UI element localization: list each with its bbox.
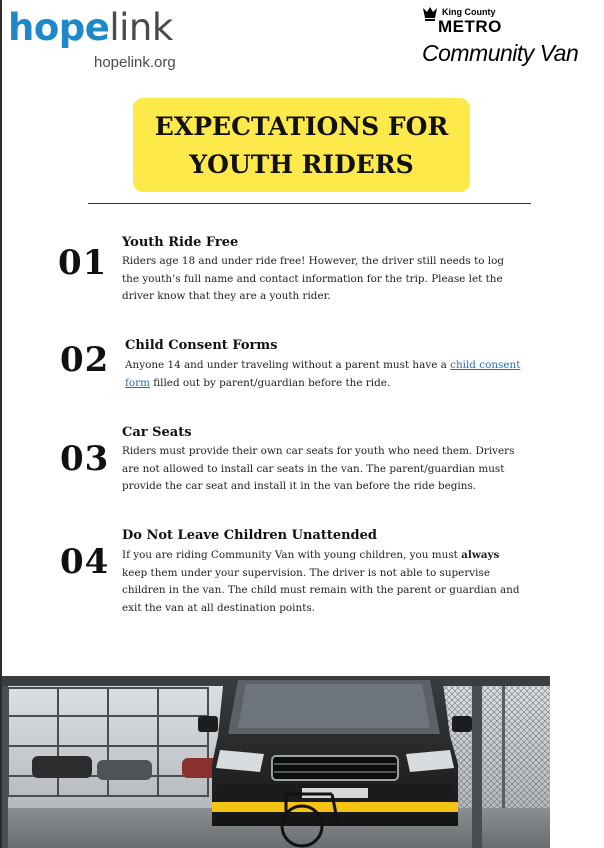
title-banner [133,98,470,192]
page-title: EXPECTATIONS FOR YOUTH RIDERS [154,112,449,179]
section-number-03: 03 [60,439,110,479]
section-heading-child-consent: Child Consent Forms [125,338,278,353]
logo-link-text: link [109,6,173,49]
section-body-child-consent [125,357,525,392]
section-heading-youth-ride-free: Youth Ride Free [122,235,239,250]
unattended-text-always: always [461,549,500,561]
section-number-04: 04 [60,542,110,582]
hopelink-logo [8,6,176,71]
section-heading-unattended: Do Not Leave Children Unattended [122,528,377,543]
metro-name: METRO [438,17,502,36]
metro-logo [420,4,600,68]
consent-text-pre: Anyone 14 and under traveling without a parent must have a [125,359,451,371]
unattended-text-pre: If you are riding Community Van with young children, you must [122,549,462,561]
child-consent-form-link[interactable]: child consent form [125,359,521,389]
hopelink-wordmark [8,8,173,48]
section-number-02: 02 [60,340,110,380]
title-divider [88,203,531,204]
section-body-youth-ride-free: Riders age 18 and under ride free! However, the driver still needs to log the youth’s full name and contact information for the trip. Please let the driver know that they are a youth rider. [122,255,505,302]
section-body-unattended [122,547,527,617]
section-body-car-seats: Riders must provide their own car seats for youth who need them. Drivers are not allowed to install car seats in the van. The parent/guardian must provide the car seat and install it in the van before the ride begins. [122,445,515,492]
van-garage-illustration [2,676,550,848]
consent-text-post: filled out by parent/guardian before the ride. [149,376,391,389]
metro-king-county: King County [442,7,496,17]
metro-community-van: Community Van [422,40,579,66]
logo-hope-text: hope [8,6,110,49]
unattended-text-post: keep them under your supervision. The driver is not able to supervise children in the van. The child must remain with the parent or guardian and exit the van at all destination points. [122,566,520,614]
community-van-photo [2,676,550,848]
section-heading-car-seats: Car Seats [122,425,192,440]
section-number-01: 01 [58,243,108,283]
logo-url: hopelink.org [94,54,176,71]
king-county-crown-icon [422,6,438,22]
